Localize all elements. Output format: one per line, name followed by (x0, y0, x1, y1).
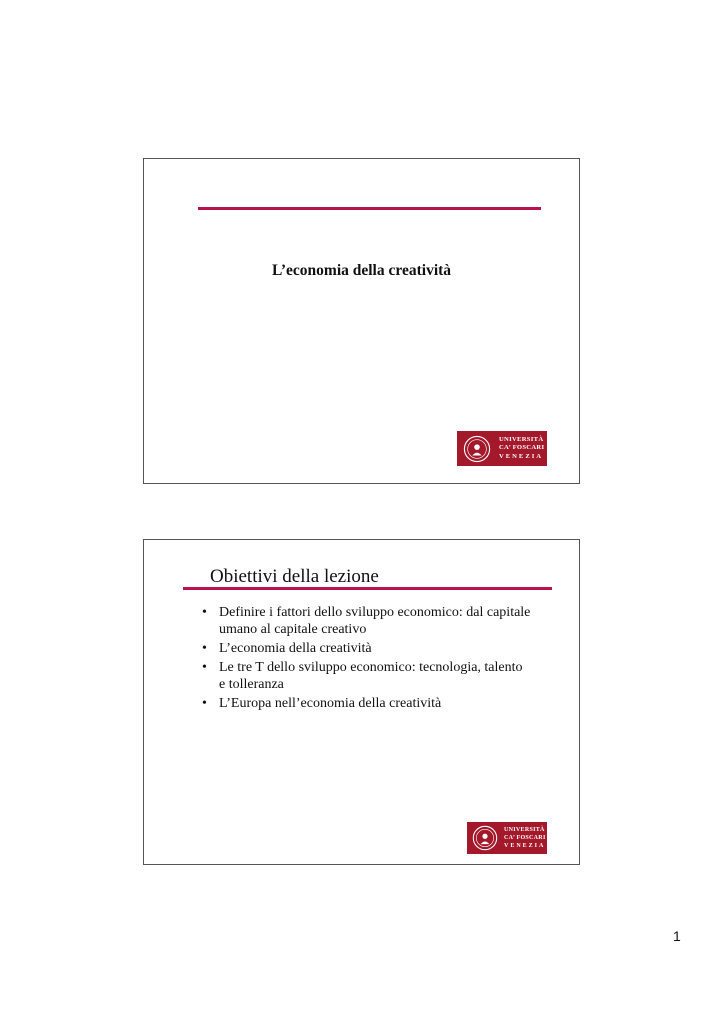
logo-line-3: VENEZIA (504, 843, 546, 849)
slide-objectives (143, 539, 580, 865)
list-item: • Definire i fattori dello sviluppo economico: dal capitale umano al capitale creativo (202, 604, 532, 638)
slide-title-text: L’economia della creatività (271, 262, 452, 279)
title-rule (198, 207, 541, 210)
heading-rule (183, 587, 552, 590)
logo-line-2: CA’ FOSCARI (504, 835, 546, 841)
university-logo (457, 431, 547, 466)
logo-line-3: VENEZIA (499, 452, 544, 460)
page-number: 1 (673, 928, 681, 944)
list-item: • L’economia della creatività (202, 640, 532, 657)
seal-icon (463, 435, 491, 463)
logo-line-1: UNIVERSITÀ (504, 827, 545, 833)
objectives-list (202, 604, 532, 714)
slide-title (143, 158, 580, 484)
logo-line-1: UNIVERSITÀ (499, 435, 544, 443)
seal-icon (472, 825, 498, 851)
slide-heading: Obiettivi della lezione (210, 566, 379, 587)
university-logo (467, 822, 547, 854)
list-item: • L’Europa nell’economia della creatività (202, 695, 532, 712)
list-item: • Le tre T dello sviluppo economico: tecnologia, talento e tolleranza (202, 659, 532, 693)
logo-line-2: CA’ FOSCARI (499, 444, 545, 452)
